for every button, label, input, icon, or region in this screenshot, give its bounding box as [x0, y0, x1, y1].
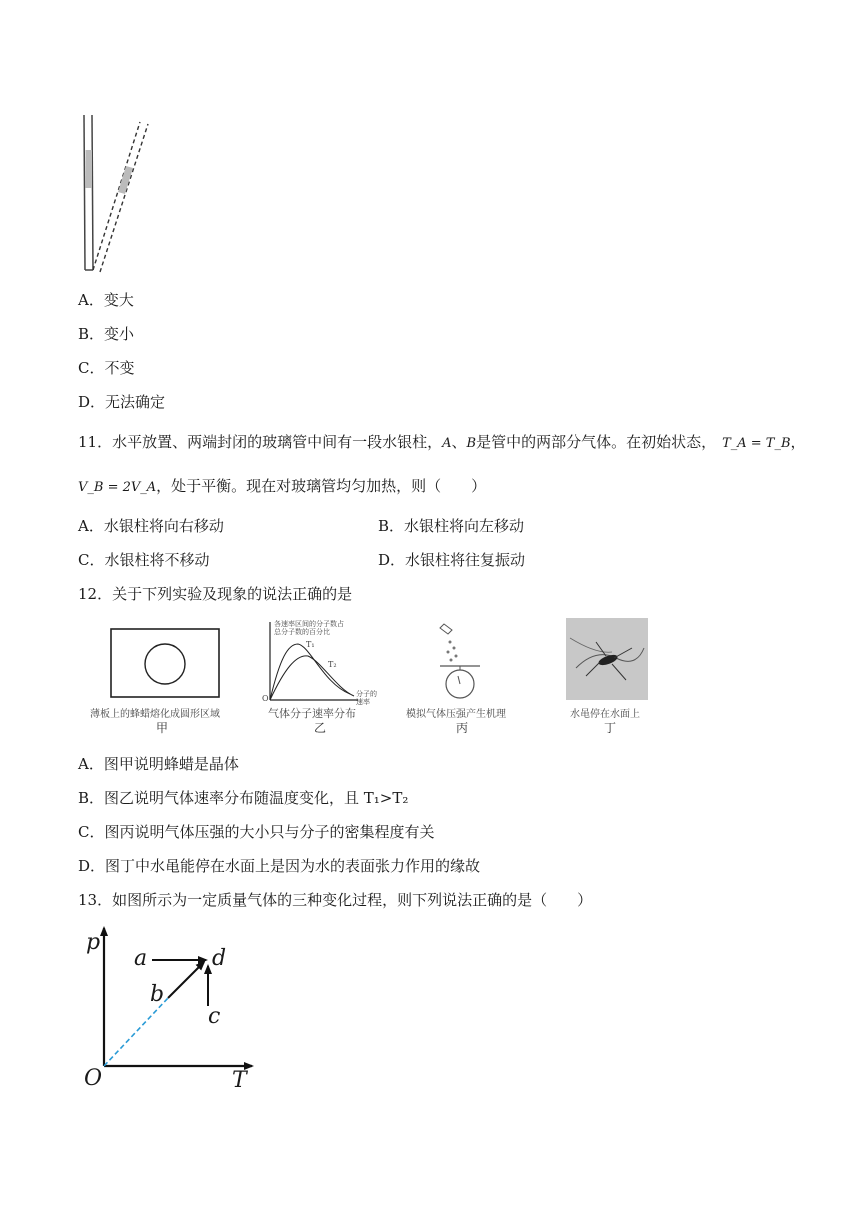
- q12-yi-xaxis-label: 分子的速率: [356, 690, 377, 706]
- q11-option-b: B．水银柱将向左移动: [378, 517, 525, 535]
- q12-option-a: A．图甲说明蜂蜡是晶体: [78, 755, 239, 773]
- q12-fig-yi-caption: 气体分子速率分布: [268, 707, 356, 720]
- q12-option-c: C．图丙说明气体压强的大小只与分子的密集程度有关: [78, 823, 435, 841]
- q12-yi-yaxis-label: 各速率区间的分子数占总分子数的百分比: [274, 620, 344, 636]
- q10-tube-figure: [78, 110, 168, 280]
- q13-dashed-line: [104, 998, 168, 1066]
- q12-fig-bing-scale: [430, 620, 490, 704]
- q10-option-b: B．变小: [78, 325, 135, 343]
- q12-yi-origin: O: [262, 694, 269, 703]
- q12-fig-ding-photo: [566, 618, 648, 700]
- q12-fig-jia-caption: 薄板上的蜂蜡熔化成圆形区域: [90, 709, 220, 720]
- q11-stem-line2: V_B = 2V_A，处于平衡。现在对玻璃管均匀加热，则（ ）: [78, 477, 487, 495]
- q13-label-c: c: [208, 1004, 221, 1029]
- q13-label-p: p: [86, 930, 101, 955]
- q12-fig-jia-label: 甲: [156, 721, 169, 735]
- q13-label-t: T: [232, 1068, 247, 1093]
- q12-fig-jia-plate: [110, 628, 222, 700]
- q12-fig-bing-label: 丙: [456, 721, 469, 735]
- q11-stem-line1: 11．水平放置、两端封闭的玻璃管中间有一段水银柱，A、B是管中的两部分气体。在初始状态， T_A = T_B，: [78, 433, 806, 451]
- q13-label-a: a: [134, 946, 148, 971]
- q10-option-c: C．不变: [78, 359, 135, 377]
- q11-option-a: A．水银柱将向右移动: [78, 517, 224, 535]
- q12-yi-curve-t2: [270, 656, 354, 700]
- q12-fig-ding-label: 丁: [604, 721, 617, 735]
- q12-fig-yi-label: 乙: [314, 721, 327, 735]
- q13-path-bd: [168, 962, 204, 998]
- q13-label-o: O: [84, 1066, 103, 1091]
- q13-stem: 13．如图所示为一定质量气体的三种变化过程，则下列说法正确的是（ ）: [78, 891, 593, 909]
- q13-label-d: d: [212, 946, 227, 971]
- q12-option-b: B．图乙说明气体速率分布随温度变化，且 T₁>T₂: [78, 789, 409, 807]
- q12-yi-curve-t1: [270, 644, 350, 700]
- q13-label-b: b: [150, 982, 165, 1007]
- q12-fig-bing-caption: 模拟气体压强产生机理: [406, 709, 506, 720]
- q10-option-a: A．变大: [78, 291, 134, 309]
- q11-option-d: D．水银柱将往复振动: [378, 551, 526, 569]
- q11-option-c: C．水银柱将不移动: [78, 551, 210, 569]
- q12-yi-t1-label: T₁: [306, 640, 315, 649]
- q12-stem: 12．关于下列实验及现象的说法正确的是: [78, 585, 353, 603]
- q12-option-d: D．图丁中水黾能停在水面上是因为水的表面张力作用的缘故: [78, 857, 481, 875]
- q10-option-d: D．无法确定: [78, 393, 166, 411]
- q12-yi-t2-label: T₂: [328, 660, 337, 669]
- q12-fig-ding-caption: 水黾停在水面上: [570, 709, 640, 720]
